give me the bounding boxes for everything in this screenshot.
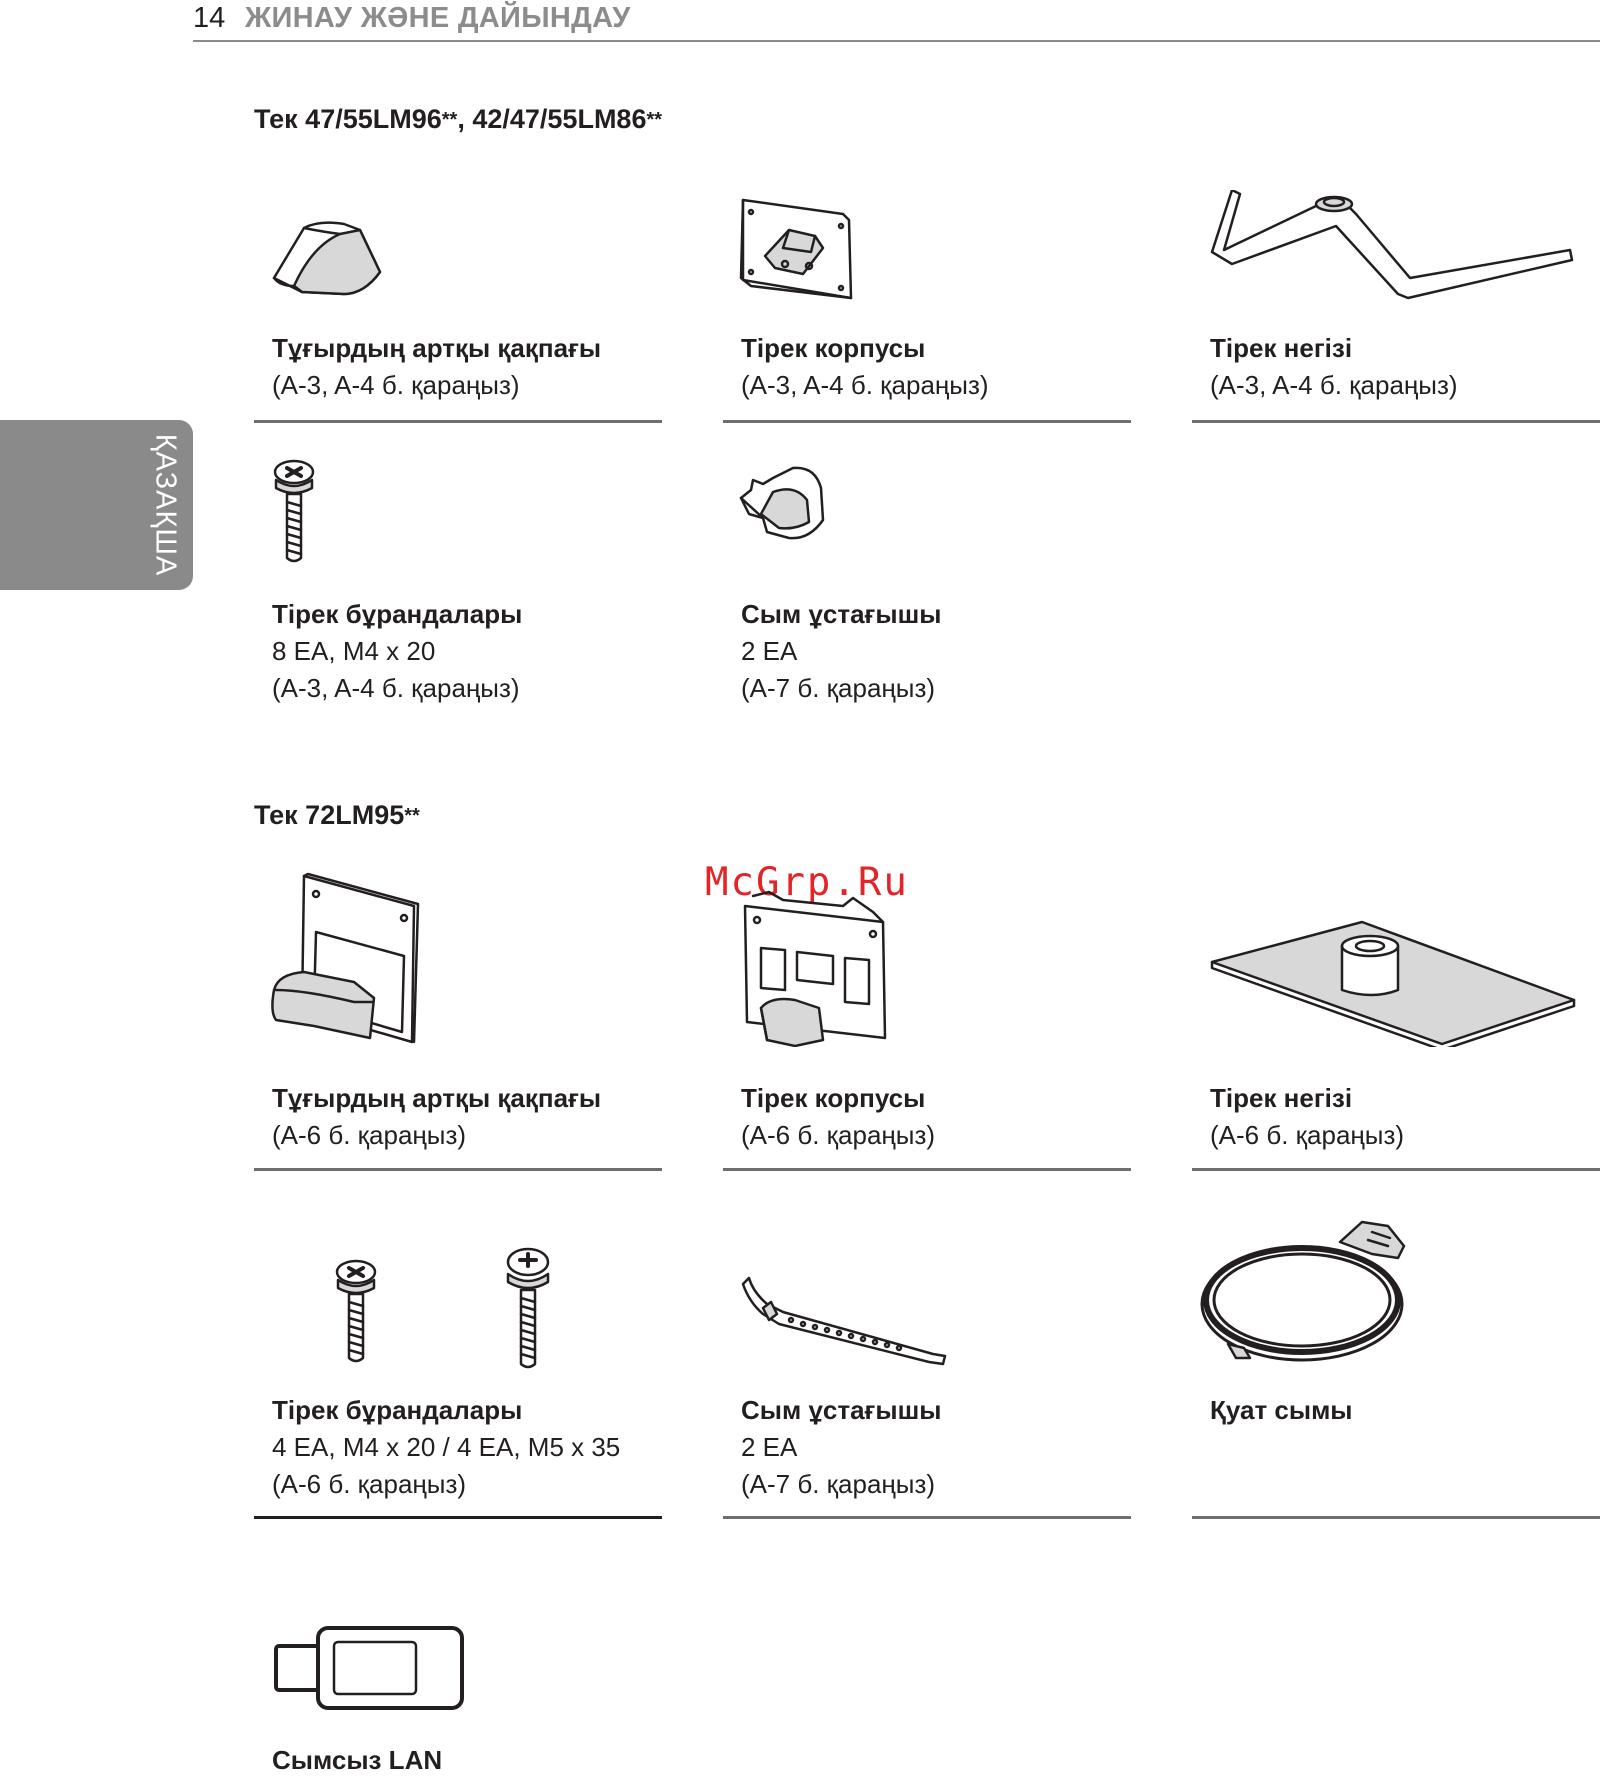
item-detail: 8 EA, M4 x 20 (272, 636, 436, 666)
item-reference: (A-6 б. қараңыз) (272, 1120, 467, 1150)
item-reference: (A-6 б. қараңыз) (272, 1469, 467, 1499)
item-name: Сым ұстағышы (741, 599, 942, 629)
item-divider (1192, 1168, 1600, 1171)
item-name: Тірек бұрандалары (272, 599, 523, 629)
power-cord-icon (1192, 1212, 1600, 1372)
wireless-lan-dongle-icon (254, 1620, 662, 1720)
item-stand-body-72 (723, 872, 1131, 1172)
item-detail: 2 EA (741, 636, 798, 666)
stand-body-icon (723, 190, 1131, 310)
item-stand-screws (254, 458, 662, 708)
stand-base-icon (1192, 190, 1600, 310)
stand-rear-cover-icon (254, 872, 662, 1047)
item-divider (723, 1168, 1131, 1171)
item-divider (1192, 1516, 1600, 1519)
item-divider (254, 1516, 662, 1519)
language-tab (0, 420, 193, 590)
item-name: Қуат сымы (1210, 1395, 1353, 1425)
item-name: Сым ұстағышы (741, 1395, 942, 1425)
cable-holder-icon (723, 458, 1131, 568)
item-stand-screws-72 (254, 1242, 662, 1522)
item-reference: (A-6 б. қараңыз) (1210, 1120, 1405, 1150)
item-name: Сымсыз LAN (272, 1745, 443, 1775)
item-power-cord (1192, 1212, 1600, 1522)
stand-body-icon (723, 872, 1131, 1047)
item-divider (723, 1516, 1131, 1519)
item-detail: 2 EA (741, 1432, 798, 1462)
item-name: Тірек бұрандалары (272, 1395, 523, 1425)
item-stand-base (1192, 190, 1600, 425)
item-name: Тұғырдың артқы қақпағы (272, 1083, 602, 1113)
stand-screws-icon (254, 1242, 662, 1372)
item-cable-holder (723, 458, 1131, 708)
item-reference: (A-3, A-4 б. қараңыз) (741, 370, 989, 400)
item-name: Тірек корпусы (741, 333, 926, 363)
item-stand-body (723, 190, 1131, 425)
item-name: Тірек негізі (1210, 333, 1353, 363)
item-stand-rear-cover-72 (254, 872, 662, 1172)
item-reference: (A-3, A-4 б. қараңыз) (272, 673, 520, 703)
item-reference: (A-7 б. қараңыз) (741, 673, 936, 703)
item-divider (1192, 420, 1600, 423)
stand-screw-icon (254, 458, 662, 568)
item-divider (254, 420, 662, 423)
item-reference: (A-3, A-4 б. қараңыз) (272, 370, 520, 400)
item-divider (254, 1168, 662, 1171)
section-title-lm95: Тек 72LM95** (254, 800, 420, 830)
item-stand-rear-cover (254, 190, 662, 425)
item-reference: (A-3, A-4 б. қараңыз) (1210, 370, 1458, 400)
item-name: Тұғырдың артқы қақпағы (272, 333, 602, 363)
page-number: 14 (193, 2, 226, 34)
item-reference: (A-7 б. қараңыз) (741, 1469, 936, 1499)
stand-base-icon (1192, 872, 1600, 1047)
page-header (193, 0, 1600, 42)
watermark: McGrp.Ru (705, 860, 909, 905)
item-name: Тірек негізі (1210, 1083, 1353, 1113)
item-cable-tie (723, 1242, 1131, 1522)
language-tab-label: ҚАЗАҚША (149, 433, 182, 577)
chapter-title: ЖИНАУ ЖӘНЕ ДАЙЫНДАУ (245, 2, 631, 34)
section-title-lm96: Тек 47/55LM96**, 42/47/55LM86** (254, 104, 663, 134)
item-stand-base-72 (1192, 872, 1600, 1172)
item-divider (723, 420, 1131, 423)
stand-rear-cover-icon (254, 190, 662, 310)
item-detail: 4 EA, M4 x 20 / 4 EA, M5 x 35 (272, 1432, 621, 1462)
item-reference: (A-6 б. қараңыз) (741, 1120, 936, 1150)
item-name: Тірек корпусы (741, 1083, 926, 1113)
item-wireless-lan (254, 1620, 662, 1775)
cable-tie-icon (723, 1242, 1131, 1372)
